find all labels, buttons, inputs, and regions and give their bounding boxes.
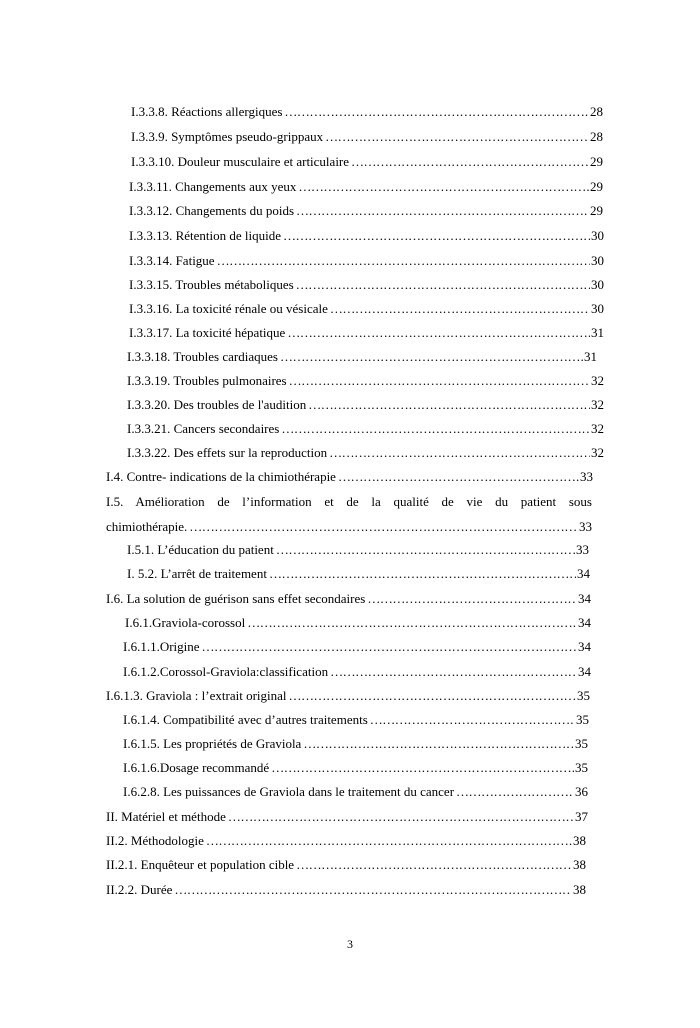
toc-page: 32 (591, 373, 604, 388)
toc-leader (217, 253, 590, 269)
toc-leader (303, 736, 574, 752)
toc-entry (106, 857, 586, 873)
toc-entry (129, 203, 603, 219)
toc-page: 35 (575, 736, 588, 751)
toc-page: 38 (573, 857, 586, 872)
toc-leader (338, 469, 579, 485)
toc-label: I.6.1.3. Graviola : l’extrait original (106, 688, 287, 703)
toc-label: I.6.1.Graviola-corossol (125, 615, 246, 630)
toc-label: II.2.1. Enquêteur et population cible (106, 857, 295, 872)
toc-leader (325, 129, 589, 145)
toc-entry (106, 809, 588, 825)
toc-entry (129, 325, 604, 341)
toc-page: 30 (591, 277, 604, 292)
toc-entry (131, 104, 603, 120)
toc-entry (123, 664, 591, 680)
toc-entry (127, 397, 604, 413)
toc-label: I.3.3.15. Troubles métaboliques (129, 277, 294, 292)
toc-entry (127, 349, 597, 365)
toc-page: 34 (578, 591, 591, 606)
toc-page: 34 (578, 615, 591, 630)
toc-page: 29 (590, 203, 603, 218)
toc-label: I.3.3.18. Troubles cardiaques (127, 349, 278, 364)
toc-page: 29 (590, 154, 603, 169)
toc-page: 33 (579, 519, 592, 534)
toc-entry (106, 591, 591, 607)
toc-label: I.3.3.16. La toxicité rénale ou vésicale (129, 301, 328, 316)
toc-entry (127, 566, 590, 582)
toc-page: 33 (576, 542, 589, 557)
toc-page: 31 (584, 349, 597, 364)
toc-label: I.3.3.20. Des troubles de l'audition (127, 397, 307, 412)
toc-page: 32 (591, 445, 604, 460)
toc-label: II.2. Méthodologie (106, 833, 204, 848)
toc-page: 32 (591, 397, 604, 412)
toc-entry (123, 736, 588, 752)
page-number: 3 (347, 937, 353, 951)
toc-label: I.3.3.11. Changements aux yeux (129, 179, 297, 194)
toc-leader (370, 712, 575, 728)
toc-entry (127, 421, 604, 437)
toc-entry (129, 277, 604, 293)
toc-leader (247, 615, 577, 631)
toc-leader (271, 760, 574, 776)
toc-leader (329, 445, 590, 461)
toc-leader (298, 179, 589, 195)
toc-page: 37 (575, 809, 588, 824)
toc-page: 30 (591, 301, 604, 316)
toc-entry (131, 154, 603, 170)
toc-leader (330, 664, 577, 680)
toc-leader (330, 301, 590, 317)
toc-entry (123, 784, 588, 800)
toc-label-line1: I.5. Amélioration de l’information et de la qualité de vie du patient sous (106, 494, 592, 509)
toc-entry (123, 639, 591, 655)
toc-leader (287, 325, 590, 341)
toc-label: II.2.2. Durée (106, 882, 173, 897)
toc-entry (127, 373, 604, 389)
toc-page: 35 (575, 760, 588, 775)
toc-entry (106, 469, 593, 485)
toc-page: 31 (591, 325, 604, 340)
toc-entry (123, 712, 589, 728)
toc-label: I.6.1.4. Compatibilité avec d’autres traitements (123, 712, 368, 727)
toc-label: I.3.3.10. Douleur musculaire et articulaire (131, 154, 350, 169)
toc-label: I.6.1.6.Dosage recommandé (123, 760, 270, 775)
toc-page: 35 (577, 688, 590, 703)
toc-leader (189, 519, 578, 535)
toc-leader (280, 349, 583, 365)
toc-label: I.3.3.22. Des effets sur la reproduction (127, 445, 328, 460)
toc-label: I.4. Contre- indications de la chimiothérapie (106, 469, 336, 484)
toc-leader (351, 154, 589, 170)
toc-label: II. Matériel et méthode (106, 809, 226, 824)
toc-page: 35 (576, 712, 589, 727)
toc-leader (296, 277, 590, 293)
toc-label: I. 5.2. L’arrêt de traitement (127, 566, 267, 581)
toc-leader (296, 857, 572, 873)
toc-label: I.3.3.17. La toxicité hépatique (129, 325, 286, 340)
toc-label: I.3.3.9. Symptômes pseudo-grippaux (131, 129, 324, 144)
toc-entry-multiline (106, 494, 592, 535)
toc-leader (281, 421, 590, 437)
toc-page: 28 (590, 129, 603, 144)
toc-leader (269, 566, 576, 582)
toc-label: I.3.3.8. Réactions allergiques (131, 104, 283, 119)
toc-entry (129, 228, 604, 244)
toc-entry (106, 688, 590, 704)
toc-label: I.6. La solution de guérison sans effet secondaires (106, 591, 366, 606)
toc-label: I.6.1.2.Corossol-Graviola:classification (123, 664, 329, 679)
toc-page: 32 (591, 421, 604, 436)
toc-leader (283, 228, 590, 244)
toc-page: 30 (591, 253, 604, 268)
toc-page: 30 (591, 228, 604, 243)
toc-page: 34 (578, 664, 591, 679)
toc-entry (106, 833, 586, 849)
toc-label: I.3.3.21. Cancers secondaires (127, 421, 280, 436)
toc-page: 33 (580, 469, 593, 484)
toc-leader (308, 397, 590, 413)
toc-leader (367, 591, 577, 607)
toc-label-line2-row (106, 519, 592, 535)
toc-label: I.6.2.8. Les puissances de Graviola dans le traitement du cancer (123, 784, 455, 799)
toc-page: 38 (573, 882, 586, 897)
toc-entry (106, 882, 586, 898)
toc-label: I.3.3.14. Fatigue (129, 253, 215, 268)
toc-leader (296, 203, 589, 219)
toc-label: I.3.3.19. Troubles pulmonaires (127, 373, 287, 388)
toc-entry (123, 760, 588, 776)
toc-page: 28 (590, 104, 603, 119)
toc-page: 29 (590, 179, 603, 194)
toc-page: 36 (575, 784, 588, 799)
toc-leader (456, 784, 574, 800)
toc-leader (284, 104, 589, 120)
toc-leader (289, 688, 576, 704)
toc-leader (289, 373, 590, 389)
toc-entry (127, 445, 604, 461)
toc-label-line2: chimiothérapie. (106, 519, 188, 534)
toc-entry (129, 301, 604, 317)
toc-label: I.5.1. L’éducation du patient (127, 542, 274, 557)
toc-leader (174, 882, 572, 898)
toc-entry (125, 615, 591, 631)
toc-leader (202, 639, 577, 655)
toc-label: I.6.1.1.Origine (123, 639, 200, 654)
toc-label: I.3.3.12. Changements du poids (129, 203, 295, 218)
toc-entry (129, 253, 604, 269)
toc-entry (127, 542, 589, 558)
toc-label: I.3.3.13. Rétention de liquide (129, 228, 282, 243)
toc-leader (276, 542, 575, 558)
toc-page: 34 (578, 639, 591, 654)
toc-leader (206, 833, 572, 849)
toc-label: I.6.1.5. Les propriétés de Graviola (123, 736, 302, 751)
toc-page: 34 (577, 566, 590, 581)
toc-entry (131, 129, 603, 145)
toc-leader (228, 809, 574, 825)
toc-page: 38 (573, 833, 586, 848)
toc-entry (129, 179, 603, 195)
